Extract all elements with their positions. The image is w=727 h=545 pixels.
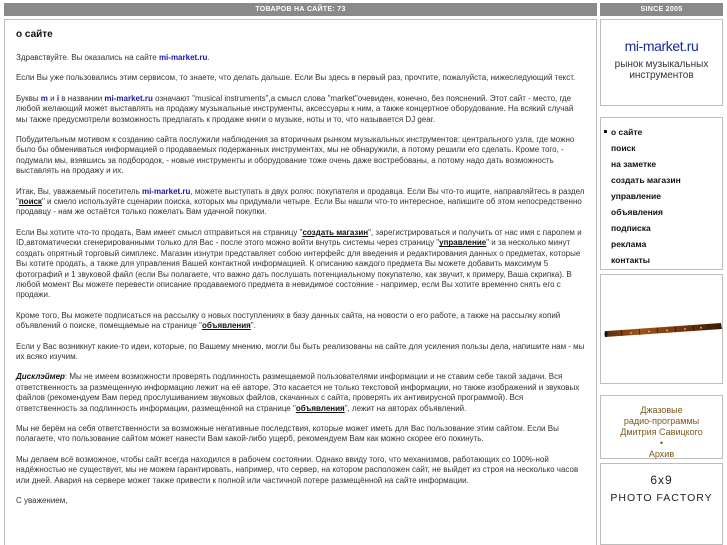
- site-link[interactable]: mi-market.ru: [104, 93, 153, 103]
- menu-item-search[interactable]: поиск: [611, 143, 636, 153]
- roles-text-2: , можете выступать в двух ролях: покупателя и продавца. Если Вы что-то ищите, направляйтесь в раздел ": [16, 186, 585, 207]
- main-content: [4, 19, 597, 545]
- photo-factory-line-1: 6x9: [650, 473, 673, 487]
- paragraph-motivation: Побудительным мотивом к созданию сайта послужили наблюдения за вторичным рынком музыкальных инструментов: центрального узла, где можно было бы обмениваться информацией о продаваемых подержанных инструментах, мы не обнаружили, а потому решили его сделать. Кроме того, - подумали мы, взявшись за подбородок, - новые инструменты и оборудование тоже очень даже востребованы, а потому надо дать возможность выставлять на продажу и их.: [16, 135, 575, 176]
- subscription-end: ".: [250, 321, 256, 331]
- logo-tagline-line-2: инструментов: [629, 70, 694, 81]
- letter-m: m: [40, 93, 48, 103]
- disclaimer-end: ", лежит на авторах объявлений.: [344, 403, 467, 413]
- bullet-icon: •: [659, 438, 664, 448]
- logo-tagline-line-1: рынок музыкальных: [614, 59, 709, 70]
- jazz-radio-promo[interactable]: [600, 395, 723, 459]
- site-link[interactable]: mi-market.ru: [141, 186, 191, 196]
- disclaimer-text: : Мы не имеем возможности проверять подлинность размещаемой пользователями информации и не ставим себе такой задачи. Вся ответственность за размещенную информацию лежит на её авторе. Это касается не только текстовой информации, но также изображений и звуковых файлов (рекомендуем Вам перед прослушиванием звуковых файлов, скачанных с сайта, проверять их антивирусной программой). Вся ответственность за подлинность информации, размещённой на странице ": [16, 372, 580, 413]
- site-link[interactable]: mi-market.ru: [158, 53, 208, 62]
- logo-name: mi-market.ru: [624, 38, 699, 54]
- radio-line-3: Дмитрия Савицкого: [620, 427, 703, 437]
- letters-and: и: [47, 93, 57, 103]
- paragraph-name-meaning: [16, 94, 586, 125]
- sidebar-menu: [600, 117, 723, 270]
- radio-line-1: Джазовые: [640, 405, 683, 415]
- menu-item-advertising[interactable]: реклама: [611, 239, 647, 249]
- selling-text: Если Вы хотите что-то продать, Вам имеет смысл отправиться на страницу ": [16, 227, 303, 237]
- paragraph-ideas: Если у Вас возникнут какие-то идеи, которые, по Вашему мнению, могли бы быть реализованы на сайте для усиления пользы дела, напишите нам - мы их всяко изучим.: [16, 341, 585, 361]
- paragraph-roles: [16, 187, 586, 218]
- logo-tagline: [601, 59, 722, 81]
- photo-factory-banner[interactable]: [600, 463, 723, 545]
- menu-item-create-shop[interactable]: создать магазин: [611, 175, 681, 185]
- products-count-bar: [4, 3, 597, 16]
- menu-item-notes[interactable]: на заметке: [611, 159, 657, 169]
- selling-text-3: " и за несколько минут создать опрятный торговый симплекс. Магазин изнутри представляет собою интерфейс для введения и редактирования данных о предметах, которые Вы хотите продать, а также для управления Вашей контактной информацией. К описанию каждого предмета Вы можете добавить максимум 5 фотографий и 1 звуковой файл (если Вы полагаете, что важно дать послушать потенциальному покупателю, как звучит, к примеру, Ваша скрипка). В любой момент Вы можете перевести описание продаваемого предмета в невидимое состояние - например, если Вы хотите временно снять его с продажи.: [16, 238, 581, 300]
- ads-link[interactable]: объявления: [201, 321, 251, 331]
- letters-text: Буквы: [16, 93, 41, 103]
- roles-text-3: " и смело используйте сценарии поиска, которых мы придумали четыре. Если Вы нашли что-то интересное, напишите об этом непосредственно продавцу - нам же остаётся только пожелать Вам удачной покупки.: [16, 197, 582, 217]
- since-text: SINCE 2005: [640, 6, 683, 13]
- didgeridoo-image: [601, 275, 723, 384]
- paragraph-disclaimer: [16, 372, 586, 414]
- products-count-text: ТОВАРОВ НА САЙТЕ: 73: [255, 6, 346, 13]
- create-shop-link[interactable]: создать магазин: [302, 227, 369, 237]
- paragraph-liability: Мы не берём на себя ответственности за возможные негативные последствия, которые может иметь для Вас пользование этим сайтом. Если Вы полагаете, что пользование сайтом может нанести Вам какой-либо ущерб, рекомендуем Вам как можно скорее его покинуть.: [16, 423, 559, 444]
- greeting-text: Здравствуйте. Вы оказались на сайте: [16, 53, 159, 62]
- paragraph-regards: С уважением,: [16, 496, 68, 505]
- page-title: о сайте: [16, 29, 53, 40]
- menu-item-manage[interactable]: управление: [611, 191, 661, 201]
- menu-item-about[interactable]: о сайте: [601, 124, 722, 140]
- letter-i: i: [56, 93, 60, 103]
- photo-factory-line-2: PHOTO FACTORY: [610, 492, 713, 504]
- disclaimer-label: Дисклэймер: [16, 372, 65, 382]
- instrument-image[interactable]: [600, 274, 723, 384]
- radio-archive-link[interactable]: Архив: [648, 449, 675, 459]
- selling-text-2: ", зарегистрироваться и получить от нас имя с паролем и ID,автоматически сгенерированными только для Вас - после этого можно войти внутрь системы через страницу ": [16, 227, 582, 248]
- paragraph-returning: Если Вы уже пользовались этим сервисом, то знаете, что делать дальше. Если Вы здесь в первый раз, прочтите, пожалуйста, нижеследующий текст.: [16, 73, 576, 83]
- in-name-text: в названии: [59, 93, 105, 103]
- paragraph-greeting: [16, 53, 586, 63]
- ads-link-2[interactable]: объявления: [295, 403, 345, 413]
- manage-link[interactable]: управление: [439, 238, 487, 248]
- paragraph-selling: [16, 228, 586, 301]
- paragraph-subscription: [16, 311, 586, 332]
- greeting-end: .: [207, 53, 210, 62]
- site-logo[interactable]: [600, 19, 723, 106]
- menu-item-subscription[interactable]: подписка: [611, 223, 651, 233]
- menu-item-ads[interactable]: объявления: [611, 207, 663, 217]
- name-meaning-text: означают "musical instruments",а смысл слова "market"очевиден, конечно, без пояснений. Этот сайт - место, где любой желающий может выставлять на продажу музыкальные инструменты, аксессуары к ним, а также концертное оборудование. На всякий случай мы также предусмотрели возможность предлагать к продаже книги о музыке, ноты и то, что называется DJ gear.: [16, 93, 574, 124]
- since-bar: [600, 3, 723, 16]
- menu-item-contacts[interactable]: контакты: [611, 255, 651, 265]
- paragraph-uptime: Мы делаем всё возможное, чтобы сайт всегда находился в рабочем состоянии. Однако ввиду того, что механизмов, работающих со 100%-ной надёжностью не существует, мы не можем гарантировать, например, что сервер, на котором расположен сайт, не выйдет из строя на несколько часов или дней. Авария на сервере может также привести к полной или частичной потере размещённой на сайте информации.: [16, 454, 579, 485]
- search-link[interactable]: поиск: [18, 197, 42, 207]
- radio-line-2: радио-программы: [623, 416, 700, 426]
- subscription-text: Кроме того, Вы можете подписаться на рассылку о новых поступлениях в базу данных сайта, на новости о его работе, а также на рассылку копий объявлений о поиске, помещаемые на странице ": [16, 310, 561, 331]
- roles-text: Итак, Вы, уважаемый посетитель: [16, 186, 142, 196]
